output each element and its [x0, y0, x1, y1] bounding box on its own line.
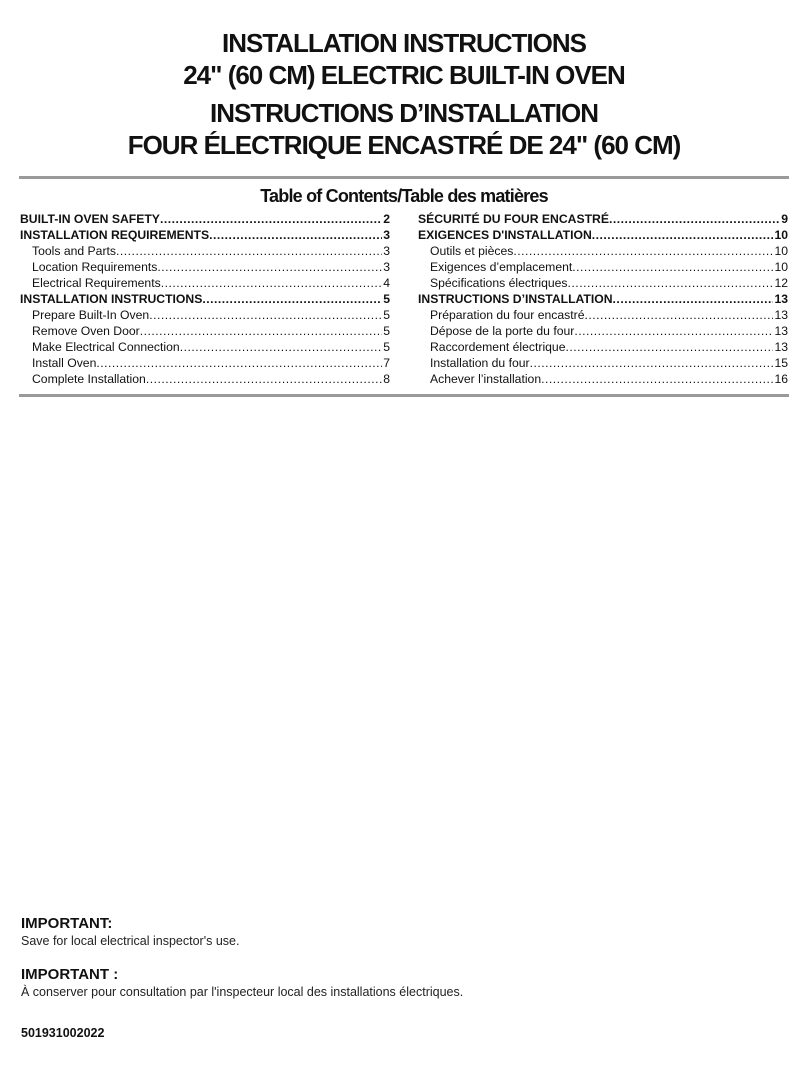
toc-entry[interactable]	[20, 371, 390, 387]
toc-leader	[140, 323, 383, 339]
toc-entry-label: Dépose de la porte du four	[430, 324, 575, 338]
toc-leader	[96, 355, 382, 371]
toc-entry[interactable]	[418, 307, 788, 323]
toc-entry-label: SÉCURITÉ DU FOUR ENCASTRÉ	[418, 212, 609, 226]
toc-entry[interactable]	[20, 259, 390, 275]
toc-entry-page: 13	[774, 340, 788, 354]
toc-entry-label: Spécifications électriques	[430, 276, 568, 290]
title-fr-line2: FOUR ÉLECTRIQUE ENCASTRÉ DE 24" (60 CM)	[127, 130, 681, 160]
toc-leader	[146, 371, 382, 387]
toc-leader	[116, 243, 382, 259]
toc-entry-label: Prepare Built-In Oven	[32, 308, 150, 322]
toc-entry[interactable]	[20, 355, 390, 371]
toc-entry-page: 5	[383, 308, 390, 322]
toc-leader	[609, 211, 780, 227]
toc-entry-page: 8	[383, 372, 390, 386]
toc-entry-label: Tools and Parts	[32, 244, 117, 258]
toc-leader	[592, 227, 774, 243]
toc-entry-page: 9	[781, 212, 788, 226]
toc-leader	[160, 211, 382, 227]
toc-leader	[574, 323, 773, 339]
toc-entry-page: 10	[774, 260, 788, 274]
toc-leader	[541, 371, 773, 387]
toc-leader	[613, 291, 774, 307]
toc-leader	[568, 275, 774, 291]
toc-entry-label: Location Requirements	[32, 260, 158, 274]
toc-entry-page: 13	[774, 292, 788, 306]
toc-entry[interactable]	[20, 227, 390, 243]
toc-entry[interactable]	[418, 243, 788, 259]
toc-entry[interactable]	[20, 307, 390, 323]
toc-entry[interactable]	[418, 211, 788, 227]
toc-entry-page: 5	[383, 324, 390, 338]
title-en-line1: INSTALLATION INSTRUCTIONS	[221, 28, 586, 58]
toc-entry[interactable]	[418, 291, 788, 307]
toc-entry[interactable]	[20, 211, 390, 227]
toc-entry-page: 12	[774, 276, 788, 290]
toc-entry[interactable]	[20, 243, 390, 259]
document-title	[0, 27, 808, 161]
toc-leader	[572, 259, 773, 275]
toc-entry-label: Installation du four	[430, 356, 530, 370]
toc-entry-label: BUILT-IN OVEN SAFETY	[20, 212, 160, 226]
bottom-divider	[19, 394, 789, 397]
toc-entry[interactable]	[418, 371, 788, 387]
toc-entry-label: Raccordement électrique	[430, 340, 566, 354]
toc-leader	[149, 307, 382, 323]
toc-entry-page: 13	[774, 324, 788, 338]
toc-entry[interactable]	[418, 355, 788, 371]
toc-entry-page: 3	[383, 228, 390, 242]
toc-leader	[209, 227, 382, 243]
toc-heading: Table of Contents/Table des matières	[260, 186, 548, 206]
toc-column-english	[20, 211, 390, 387]
top-divider	[19, 176, 789, 179]
toc-entry-label: Remove Oven Door	[32, 324, 140, 338]
toc-entry[interactable]	[20, 339, 390, 355]
important-heading-en: IMPORTANT:	[21, 915, 113, 932]
toc-entry-page: 2	[383, 212, 390, 226]
toc-entry-label: EXIGENCES D'INSTALLATION	[418, 228, 592, 242]
toc-entry-page: 16	[774, 372, 788, 386]
toc-leader	[202, 291, 382, 307]
toc-entry-page: 4	[383, 276, 390, 290]
toc-entry[interactable]	[418, 227, 788, 243]
toc-column-french	[418, 211, 788, 387]
important-heading-fr: IMPORTANT :	[21, 966, 119, 983]
important-text-fr: À conserver pour consultation par l'inspecteur local des installations électriques.	[21, 985, 464, 999]
toc-entry-page: 10	[774, 228, 788, 242]
toc-entry-label: Complete Installation	[32, 372, 146, 386]
toc-entry-page: 10	[774, 244, 788, 258]
toc-entry[interactable]	[20, 275, 390, 291]
toc-entry-label: Préparation du four encastré	[430, 308, 585, 322]
toc-leader	[161, 275, 383, 291]
toc-entry[interactable]	[418, 339, 788, 355]
toc-leader	[180, 339, 383, 355]
toc-leader	[566, 339, 774, 355]
toc-leader	[530, 355, 774, 371]
toc-entry-label: Make Electrical Connection	[32, 340, 180, 354]
title-en-line2: 24" (60 CM) ELECTRIC BUILT-IN OVEN	[183, 60, 625, 90]
toc-entry-page: 13	[774, 308, 788, 322]
toc-entry-label: Install Oven	[32, 356, 97, 370]
toc-entry-label: Achever l’installation	[430, 372, 542, 386]
toc-leader	[513, 243, 773, 259]
toc-entry-page: 5	[383, 340, 390, 354]
title-fr-line1: INSTRUCTIONS D’INSTALLATION	[209, 98, 598, 128]
toc-entry-label: Outils et pièces	[430, 244, 514, 258]
toc-entry[interactable]	[418, 275, 788, 291]
toc-entry-page: 5	[383, 292, 390, 306]
document-number: 501931002022	[21, 1026, 105, 1040]
toc-entry-page: 3	[383, 244, 390, 258]
toc-entry-label: INSTALLATION REQUIREMENTS	[20, 228, 210, 242]
important-text-en: Save for local electrical inspector's use.	[21, 934, 240, 948]
toc-entry[interactable]	[418, 259, 788, 275]
toc-leader	[584, 307, 773, 323]
toc-entry-page: 7	[383, 356, 390, 370]
toc-entry-label: Exigences d’emplacement	[430, 260, 573, 274]
toc-entry-page: 3	[383, 260, 390, 274]
toc-entry[interactable]	[418, 323, 788, 339]
toc-entry[interactable]	[20, 291, 390, 307]
toc-entry-label: INSTALLATION INSTRUCTIONS	[20, 292, 203, 306]
important-notes	[21, 915, 781, 1017]
toc-entry-label: Electrical Requirements	[32, 276, 161, 290]
toc-leader	[157, 259, 382, 275]
toc-entry-label: INSTRUCTIONS D’INSTALLATION	[418, 292, 613, 306]
toc-entry-page: 15	[774, 356, 788, 370]
toc-entry[interactable]	[20, 323, 390, 339]
